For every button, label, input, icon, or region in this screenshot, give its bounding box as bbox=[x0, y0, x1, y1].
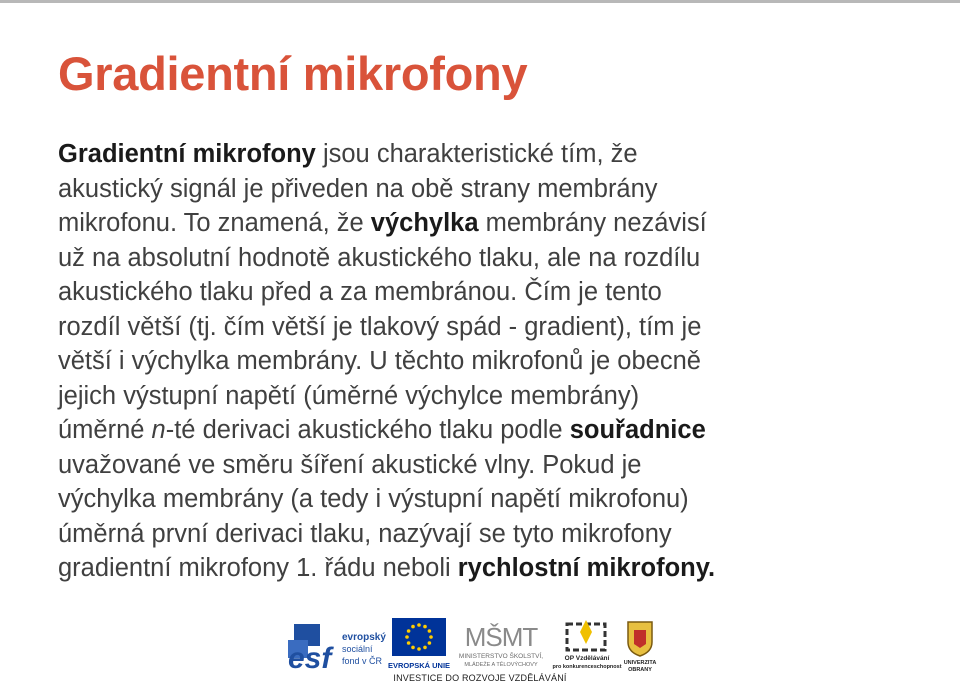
esf-mark: esf bbox=[288, 642, 332, 675]
body-text-run: uvažované ve směru šíření akustické vlny. Pokud je bbox=[58, 450, 642, 479]
body-paragraph bbox=[58, 137, 938, 586]
body-text-run: n bbox=[151, 416, 166, 444]
body-line bbox=[58, 206, 938, 241]
msmt-logo bbox=[452, 616, 550, 674]
body-text-run: jejich výstupní napětí (úměrné výchylce membrány) bbox=[58, 381, 640, 410]
emphasized-term: Gradientní mikrofony bbox=[58, 140, 316, 168]
body-line bbox=[58, 310, 938, 345]
body-text-run: už na absolutní hodnotě akustického tlaku, ale na rozdílu bbox=[58, 243, 701, 272]
top-divider bbox=[0, 0, 960, 3]
university-logo bbox=[620, 616, 660, 674]
university-line2: OBRANY bbox=[628, 667, 652, 673]
body-line bbox=[58, 482, 938, 517]
emphasized-term: souřadnice bbox=[569, 416, 706, 444]
eu-flag-logo bbox=[389, 618, 449, 672]
body-line bbox=[58, 172, 938, 207]
body-line bbox=[58, 241, 938, 276]
body-line bbox=[58, 137, 938, 172]
body-text-run: výchylka membrány (a tedy i výstupní napětí mikrofonu) bbox=[58, 485, 689, 513]
body-line bbox=[58, 275, 938, 310]
op-vk-logo bbox=[552, 616, 622, 674]
msmt-line2: MLÁDEŽE A TĚLOVÝCHOVY bbox=[464, 662, 538, 668]
body-text-run: gradientní mikrofony 1. řádu neboli bbox=[58, 554, 458, 582]
body-text-run: jsou charakteristické tím, že bbox=[315, 140, 638, 168]
esf-line3: fond v ČR bbox=[342, 656, 383, 666]
body-line bbox=[58, 413, 938, 448]
esf-logo bbox=[286, 618, 386, 675]
op-line2: pro konkurenceschopnost bbox=[552, 664, 622, 670]
emphasized-term: výchylka bbox=[370, 209, 479, 237]
msmt-line1: MINISTERSTVO ŠKOLSTVÍ, bbox=[458, 653, 544, 660]
body-text-run: úměrné bbox=[58, 416, 152, 444]
emphasized-term: rychlostní mikrofony. bbox=[457, 554, 716, 582]
op-line1: OP Vzdělávání bbox=[564, 655, 610, 662]
esf-line1: evropský bbox=[342, 632, 386, 643]
body-text-run: -té derivaci akustického tlaku podle bbox=[165, 416, 570, 444]
esf-line2: sociální bbox=[342, 644, 373, 654]
body-text-run: mikrofonu. To znamená, že bbox=[58, 209, 371, 237]
body-line bbox=[58, 344, 938, 379]
body-text-run: akustického tlaku před a za membránou. Čím je tento bbox=[58, 278, 662, 306]
body-line bbox=[58, 517, 938, 552]
slide-title: Gradientní mikrofony bbox=[58, 47, 528, 100]
body-text-run: úměrná první derivaci tlaku, nazývají se tyto mikrofony bbox=[58, 519, 672, 548]
body-line bbox=[58, 551, 938, 586]
msmt-mark: MŠMT bbox=[464, 622, 538, 652]
body-line bbox=[58, 379, 938, 414]
footer-tagline: INVESTICE DO ROZVOJE VZDĚLÁVÁNÍ bbox=[393, 673, 567, 683]
body-text-run: větší i výchylka membrány. U těchto mikrofonů je obecně bbox=[58, 347, 701, 375]
body-text-run: akustický signál je přiveden na obě strany membrány bbox=[58, 174, 658, 203]
body-text-run: rozdíl větší (tj. čím větší je tlakový spád - gradient), tím je bbox=[58, 312, 702, 341]
body-line bbox=[58, 448, 938, 483]
university-line1: UNIVERZITA bbox=[623, 660, 657, 666]
body-text-run: membrány nezávisí bbox=[478, 209, 707, 237]
eu-label: EVROPSKÁ UNIE bbox=[387, 661, 451, 670]
